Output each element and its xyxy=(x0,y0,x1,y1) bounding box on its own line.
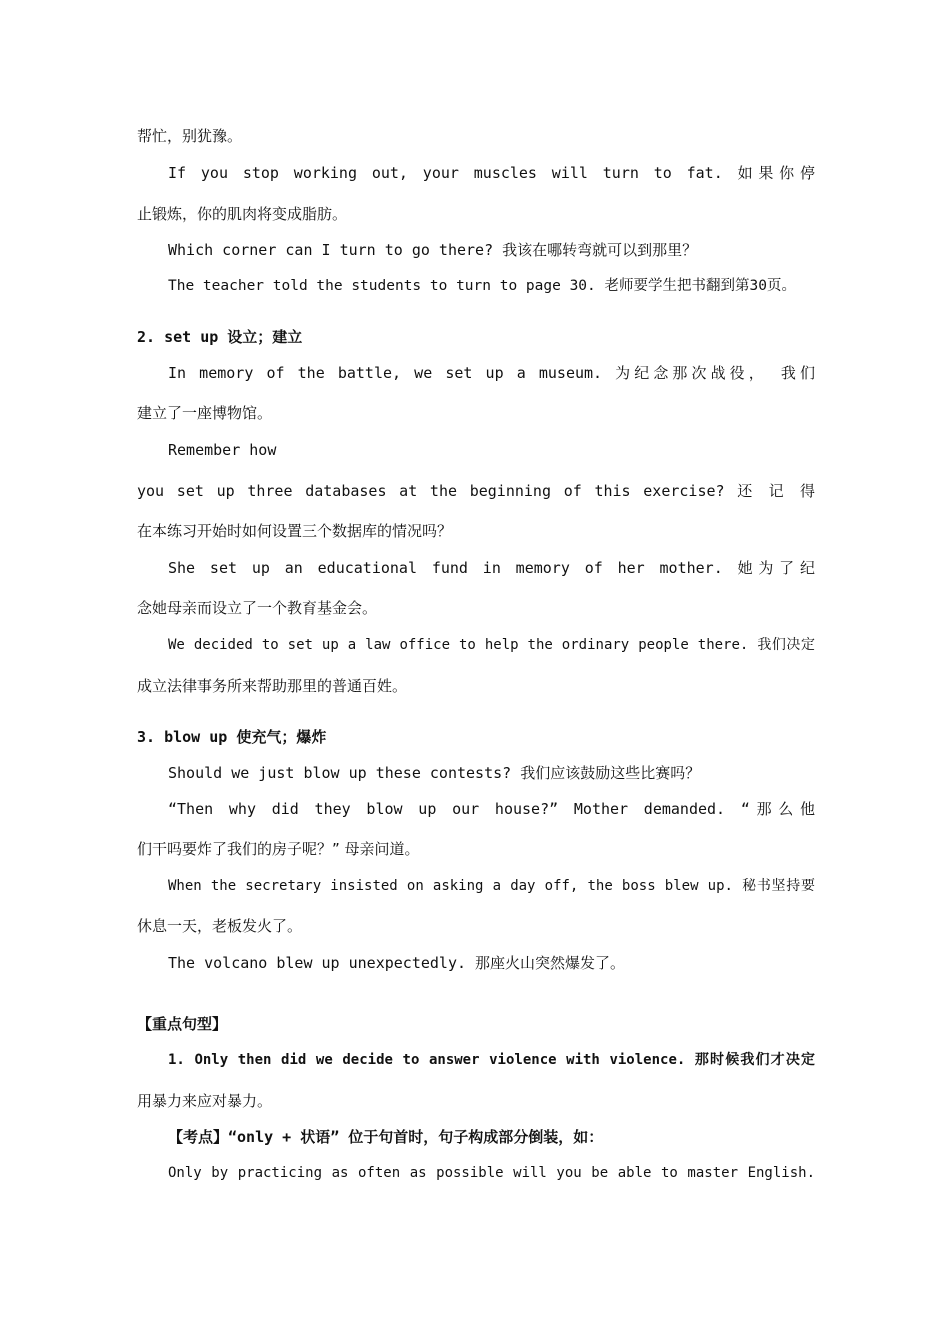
section-heading: 2. set up 设立；建立 xyxy=(137,328,303,346)
text-line: 用暴力来应对暴力。 xyxy=(137,1092,273,1110)
example-sentence: “Then why did they blow up our house?” Mother demanded. “那么他 xyxy=(168,800,815,818)
text-line: 止锻炼，你的肌肉将变成脂肪。 xyxy=(137,205,348,223)
text-line: 休息一天，老板发火了。 xyxy=(137,917,303,935)
text-line: 建立了一座博物馆。 xyxy=(137,404,273,422)
example-sentence: Only by practicing as often as possible will you be able to master English. xyxy=(168,1165,815,1181)
section-heading: 3. blow up 使充气；爆炸 xyxy=(137,728,327,746)
text-line: 念她母亲而设立了一个教育基金会。 xyxy=(137,599,378,617)
text-line: 帮忙，别犹豫。 xyxy=(137,127,243,145)
example-sentence: In memory of the battle, we set up a museum. 为纪念那次战役， 我们 xyxy=(168,364,815,382)
key-point: 【考点】“only + 状语” 位于句首时，句子构成部分倒装，如： xyxy=(168,1128,604,1146)
example-sentence: Remember how xyxy=(168,441,277,459)
key-sentence: 1. Only then did we decide to answer violence with violence. 那时候我们才决定 xyxy=(168,1052,815,1068)
example-sentence: The teacher told the students to turn to page 30. 老师要学生把书翻到第30页。 xyxy=(168,278,796,294)
text-line: 们干吗要炸了我们的房子呢？” 母亲问道。 xyxy=(137,840,420,858)
example-sentence: When the secretary insisted on asking a day off, the boss blew up. 秘书坚持要 xyxy=(168,878,815,894)
example-sentence: you set up three databases at the beginning of this exercise? 还 记 得 xyxy=(137,482,815,500)
example-sentence: The volcano blew up unexpectedly. 那座火山突然爆发了。 xyxy=(168,954,626,972)
section-heading: 【重点句型】 xyxy=(137,1015,228,1033)
example-sentence: If you stop working out, your muscles will turn to fat. 如果你停 xyxy=(168,164,815,182)
example-sentence: She set up an educational fund in memory of her mother. 她为了纪 xyxy=(168,559,815,577)
example-sentence: We decided to set up a law office to help the ordinary people there. 我们决定 xyxy=(168,637,815,653)
example-sentence: Should we just blow up these contests? 我们应该鼓励这些比赛吗？ xyxy=(168,764,701,782)
example-sentence: Which corner can I turn to go there? 我该在哪转弯就可以到那里？ xyxy=(168,241,698,259)
text-line: 在本练习开始时如何设置三个数据库的情况吗？ xyxy=(137,522,453,540)
text-line: 成立法律事务所来帮助那里的普通百姓。 xyxy=(137,677,408,695)
